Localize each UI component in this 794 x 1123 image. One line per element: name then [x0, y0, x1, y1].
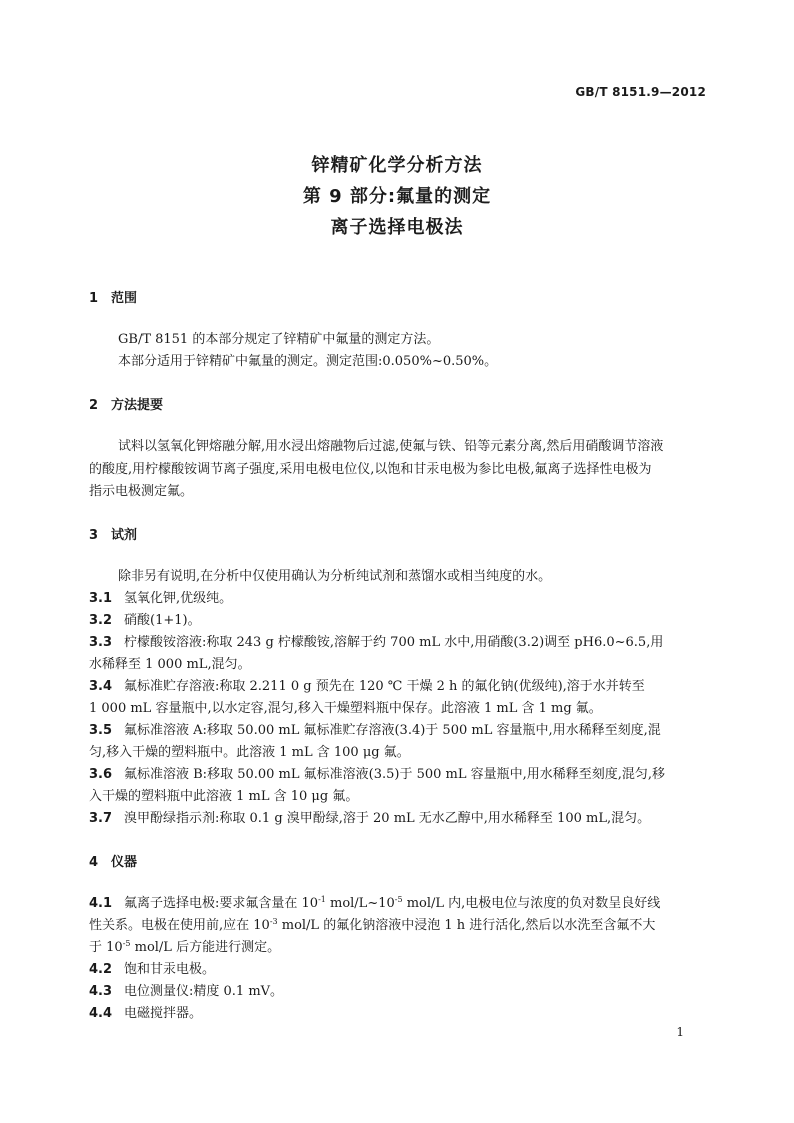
item-text: mol/L 的氟化钠溶液中浸泡 1 h 进行活化,然后以水洗至含氟不大 [277, 918, 656, 933]
list-item [89, 592, 232, 605]
list-item-continuation: 匀,移入干燥的塑料瓶中。此溶液 1 mL 含 100 μg 氟。 [89, 745, 410, 760]
list-item [89, 614, 201, 627]
standard-code: GB/T 8151.9—2012 [575, 85, 706, 99]
item-text: 氟标准贮存溶液:称取 2.211 0 g 预先在 120 ℃ 干燥 2 h 的氟化钠(优级纯),溶于水并转至 [124, 679, 645, 694]
list-item-continuation: 1 000 mL 容量瓶中,以水定容,混匀,移入干燥塑料瓶中保存。此溶液 1 mL 含 1 mg 氟。 [89, 701, 602, 716]
section-number: 2 [89, 398, 99, 413]
paragraph: 本部分适用于锌精矿中氟量的测定。测定范围:0.050%~0.50%。 [118, 354, 498, 369]
list-item [89, 985, 283, 998]
list-item-continuation [89, 919, 655, 932]
item-text: mol/L 后方能进行测定。 [130, 940, 281, 955]
section-number: 4 [89, 855, 99, 870]
list-item [89, 897, 660, 910]
item-text: 氟标准溶液 B:移取 50.00 mL 氟标准溶液(3.5)于 500 mL 容量瓶中,用水稀释至刻度,混匀,移 [124, 767, 666, 782]
item-text: 氟离子选择电极:要求氟含量在 10 [124, 896, 319, 911]
page-number: 1 [676, 1025, 684, 1039]
document-title-line-2: 第 9 部分:氟量的测定 [302, 186, 492, 207]
item-number: 3.3 [89, 635, 113, 650]
paragraph-line: 的酸度,用柠檬酸铵调节离子强度,采用电极电位仪,以饱和甘汞电极为参比电极,氟离子选择性电极为 [89, 462, 652, 477]
item-text: 氟标准溶液 A:移取 50.00 mL 氟标准贮存溶液(3.4)于 500 mL 容量瓶中,用水稀释至刻度,混 [124, 723, 661, 738]
item-number: 3.5 [89, 723, 113, 738]
item-text: 电磁搅拌器。 [124, 1006, 203, 1021]
section-number: 3 [89, 528, 99, 543]
list-item [89, 1007, 202, 1020]
section-title: 范围 [111, 291, 138, 306]
section-title: 试剂 [111, 528, 138, 543]
exponent: -1 [318, 895, 326, 904]
item-number: 3.1 [89, 591, 113, 606]
item-number: 3.7 [89, 811, 113, 826]
section-2-heading [89, 399, 163, 412]
item-number: 4.2 [89, 962, 113, 977]
item-text: 柠檬酸铵溶液:称取 243 g 柠檬酸铵,溶解于约 700 mL 水中,用硝酸(3.2)调至 pH6.0~6.5,用 [124, 635, 664, 650]
list-item-continuation: 水稀释至 1 000 mL,混匀。 [89, 657, 251, 672]
paragraph-line: 试料以氢氧化钾熔融分解,用水浸出熔融物后过滤,使氟与铁、铅等元素分离,然后用硝酸调节溶液 [118, 439, 664, 454]
list-item [89, 636, 663, 649]
document-title-line-3: 离子选择电极法 [330, 217, 464, 238]
item-number: 4.4 [89, 1006, 113, 1021]
list-item [89, 768, 665, 781]
item-number: 3.6 [89, 767, 113, 782]
list-item [89, 812, 650, 825]
section-1-heading [89, 292, 137, 305]
item-number: 4.3 [89, 984, 113, 999]
section-3-heading [89, 529, 137, 542]
exponent: -5 [394, 895, 403, 904]
item-text: 性关系。电极在使用前,应在 10 [89, 918, 270, 933]
item-text: 硝酸(1+1)。 [124, 613, 201, 628]
list-item-continuation: 入干燥的塑料瓶中此溶液 1 mL 含 10 μg 氟。 [89, 789, 359, 804]
section-title: 方法提要 [111, 398, 164, 413]
item-text: mol/L 内,电极电位与浓度的负对数呈良好线 [402, 896, 661, 911]
document-title-line-1: 锌精矿化学分析方法 [311, 155, 483, 176]
item-number: 4.1 [89, 896, 113, 911]
paragraph: 除非另有说明,在分析中仅使用确认为分析纯试剂和蒸馏水或相当纯度的水。 [118, 569, 552, 584]
exponent: -5 [122, 939, 131, 948]
item-number: 3.4 [89, 679, 113, 694]
item-text: 氢氧化钾,优级纯。 [124, 591, 233, 606]
paragraph-line: 指示电极测定氟。 [89, 484, 194, 499]
list-item [89, 724, 661, 737]
item-text: 饱和甘汞电极。 [124, 962, 216, 977]
item-text: 于 10 [89, 940, 123, 955]
item-text: mol/L~10 [325, 896, 395, 911]
list-item [89, 680, 645, 693]
list-item-continuation [89, 941, 280, 954]
section-title: 仪器 [111, 855, 138, 870]
exponent: -3 [269, 917, 278, 926]
item-text: 溴甲酚绿指示剂:称取 0.1 g 溴甲酚绿,溶于 20 mL 无水乙醇中,用水稀释至 100 mL,混匀。 [124, 811, 651, 826]
item-number: 3.2 [89, 613, 113, 628]
paragraph: GB/T 8151 的本部分规定了锌精矿中氟量的测定方法。 [118, 332, 440, 347]
section-number: 1 [89, 291, 99, 306]
item-text: 电位测量仪:精度 0.1 mV。 [124, 984, 284, 999]
list-item [89, 963, 215, 976]
section-4-heading [89, 856, 137, 869]
